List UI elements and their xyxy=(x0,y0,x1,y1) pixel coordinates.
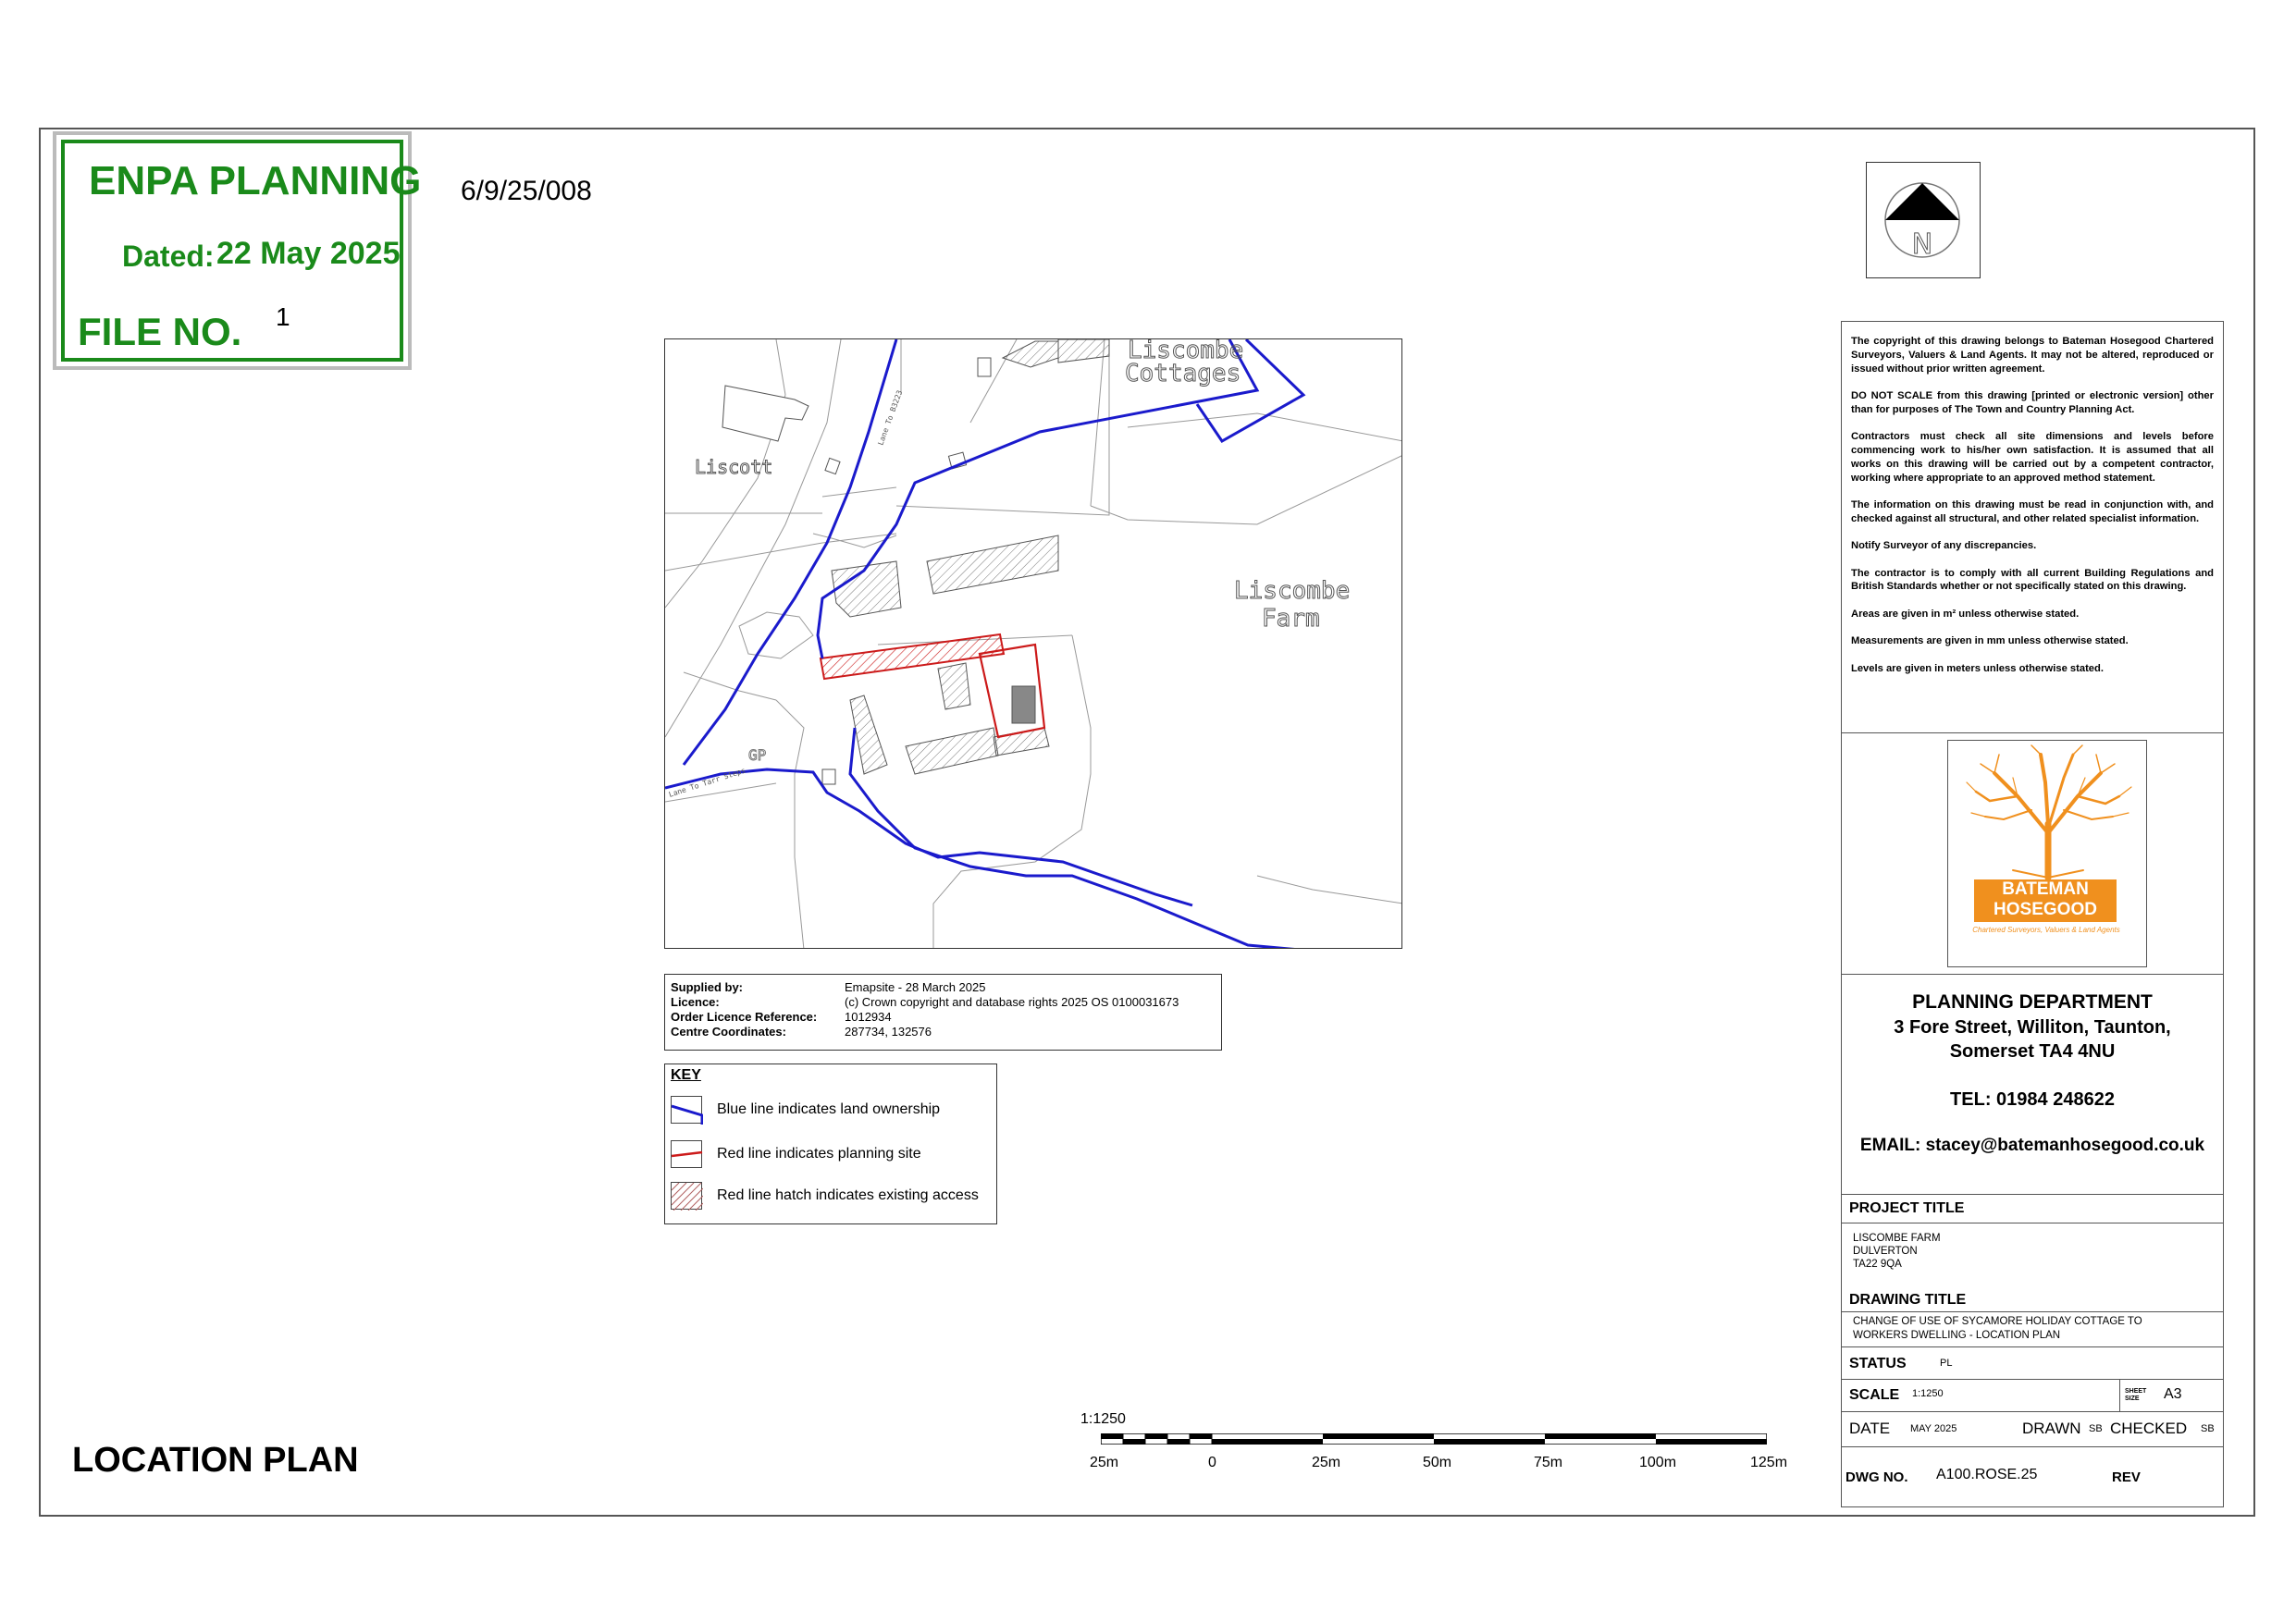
stamp-file-label: FILE NO. xyxy=(78,310,242,353)
note-do-not-scale: DO NOT SCALE from this drawing [printed or electronic version] other than for purposes of The Town and Country Planning Act. xyxy=(1851,389,2214,415)
location-map xyxy=(664,338,1402,949)
project-title-label: PROJECT TITLE xyxy=(1849,1200,1965,1216)
dwg-no-value: A100.ROSE.25 xyxy=(1936,1467,2038,1482)
centre-coordinates-label: Centre Coordinates: xyxy=(671,1025,786,1039)
planning-stamp xyxy=(53,131,422,370)
rev-label: REV xyxy=(2112,1469,2141,1485)
hatch-swatch xyxy=(671,1182,702,1210)
drawing-title-line-1: CHANGE OF USE OF SYCAMORE HOLIDAY COTTAGE TO xyxy=(1853,1316,2142,1327)
map-label-liscombe-farm-2: Farm xyxy=(1262,605,1320,633)
key-text-planning-site: Red line indicates planning site xyxy=(717,1146,921,1162)
divider xyxy=(1842,1446,2223,1447)
drawing-title-label: DRAWING TITLE xyxy=(1849,1292,1967,1308)
project-line-1: LISCOMBE FARM xyxy=(1853,1233,1941,1244)
scalebar xyxy=(1101,1433,1767,1445)
map-label-liscombe-cottages-2: Cottages xyxy=(1125,360,1241,387)
logo-tagline: Chartered Surveyors, Valuers & Land Agents xyxy=(1972,926,2120,934)
map-key xyxy=(664,1064,997,1224)
divider xyxy=(2119,1379,2120,1411)
date-label: DATE xyxy=(1849,1420,1891,1437)
dept-address-2: Somerset TA4 4NU xyxy=(1949,1041,2116,1062)
project-line-3: TA22 9QA xyxy=(1853,1259,1902,1270)
note-regulations: The contractor is to comply with all current Building Regulations and British Standards whether or not specifically stated on this drawing. xyxy=(1851,567,2214,593)
scalebar-tick-25: 25m xyxy=(1312,1455,1341,1470)
north-arrow-icon xyxy=(1867,163,1981,279)
sheet-size-value: A3 xyxy=(2164,1386,2182,1402)
note-information: The information on this drawing must be read in conjunction with, and checked against all structural, and other related specialist information. xyxy=(1851,498,2214,524)
red-line-swatch xyxy=(671,1140,702,1168)
stamp-title: ENPA PLANNING xyxy=(89,158,422,203)
divider xyxy=(1842,974,2223,975)
licence-label: Licence: xyxy=(671,995,720,1009)
drawn-value: SB xyxy=(2089,1423,2103,1434)
divider xyxy=(1842,1379,2223,1380)
stamp-file-number: 1 xyxy=(276,302,290,331)
logo-line-2: HOSEGOOD xyxy=(1994,900,2097,919)
sheet-size-label: SHEET SIZE xyxy=(2125,1388,2147,1402)
stamp-dated-value: 22 May 2025 xyxy=(216,236,401,271)
stamp-dated-label: Dated: xyxy=(122,240,215,273)
status-label: STATUS xyxy=(1849,1356,1907,1371)
supply-info-box xyxy=(664,974,1222,1051)
order-licence-value: 1012934 xyxy=(845,1010,892,1024)
note-levels: Levels are given in meters unless otherwise stated. xyxy=(1851,662,2104,674)
note-areas: Areas are given in m² unless otherwise stated. xyxy=(1851,608,2080,620)
scalebar-label: 1:1250 xyxy=(1080,1411,1126,1427)
north-label: N xyxy=(1911,228,1933,261)
drawn-label: DRAWN xyxy=(2022,1420,2081,1437)
project-line-2: DULVERTON xyxy=(1853,1246,1918,1257)
location-plan-heading: LOCATION PLAN xyxy=(72,1441,359,1480)
note-contractors: Contractors must check all site dimensions and levels before commencing work to his/her own satisfaction. It is assumed that all works on this drawing will be carried out by a competent contractor, working where appropriate to an approved method statement. xyxy=(1851,431,2214,484)
map-label-liscombe-cottages-1: Liscombe xyxy=(1128,339,1244,364)
scalebar-tick-125: 125m xyxy=(1750,1455,1788,1470)
note-copyright: The copyright of this drawing belongs to Bateman Hosegood Chartered Surveyors, Valuers & Land Agents. It may not be altered, reproduced or issued without prior written agreement. xyxy=(1851,336,2214,375)
status-value: PL xyxy=(1940,1358,1953,1369)
drawing-notes xyxy=(1851,335,2214,689)
divider xyxy=(1842,732,2223,733)
scale-value: 1:1250 xyxy=(1912,1388,1944,1399)
order-licence-label: Order Licence Reference: xyxy=(671,1010,818,1024)
map-label-road-b3223: Lane To B3223 xyxy=(876,388,905,447)
map-drawing xyxy=(665,339,1402,949)
supplied-by-label: Supplied by: xyxy=(671,980,743,994)
scalebar-tick-0: 0 xyxy=(1208,1455,1216,1470)
tree-icon xyxy=(1948,741,2148,879)
dept-address-1: 3 Fore Street, Williton, Taunton, xyxy=(1894,1017,2171,1038)
company-logo xyxy=(1947,740,2147,967)
map-label-gp: GP xyxy=(748,746,767,764)
key-title: KEY xyxy=(671,1067,701,1083)
divider xyxy=(1842,1311,2223,1312)
dept-tel: TEL: 01984 248622 xyxy=(1950,1089,2115,1110)
dept-name: PLANNING DEPARTMENT xyxy=(1912,991,2153,1013)
date-value: MAY 2025 xyxy=(1910,1423,1957,1434)
title-block xyxy=(1841,321,2224,1507)
licence-value: (c) Crown copyright and database rights 2025 OS 0100031673 xyxy=(845,995,1179,1009)
stamp-inner-border xyxy=(61,140,422,362)
scalebar-tick-100: 100m xyxy=(1639,1455,1677,1470)
key-text-ownership: Blue line indicates land ownership xyxy=(717,1101,941,1117)
divider xyxy=(1842,1411,2223,1412)
scale-label: SCALE xyxy=(1849,1387,1900,1403)
dept-email: EMAIL: stacey@batemanhosegood.co.uk xyxy=(1859,1136,2205,1155)
scalebar-tick-75: 75m xyxy=(1534,1455,1563,1470)
divider xyxy=(1842,1346,2223,1347)
centre-coordinates-value: 287734, 132576 xyxy=(845,1025,932,1039)
map-label-liscott: Liscott xyxy=(695,456,773,478)
scalebar-tick-50: 50m xyxy=(1423,1455,1452,1470)
key-text-existing-access: Red line hatch indicates existing access xyxy=(717,1187,979,1203)
logo-line-1: BATEMAN xyxy=(2002,879,2089,899)
note-notify: Notify Surveyor of any discrepancies. xyxy=(1851,540,2037,552)
checked-value: SB xyxy=(2201,1423,2215,1434)
checked-label: CHECKED xyxy=(2110,1420,2188,1437)
blue-line-swatch xyxy=(671,1096,702,1124)
note-measurements: Measurements are given in mm unless otherwise stated. xyxy=(1851,635,2129,647)
scalebar-tick-minus25: 25m xyxy=(1090,1455,1119,1470)
north-arrow-box xyxy=(1866,162,1981,278)
supplied-by-value: Emapsite - 28 March 2025 xyxy=(845,980,986,994)
planning-reference: 6/9/25/008 xyxy=(461,176,592,206)
dwg-no-label: DWG NO. xyxy=(1845,1469,1908,1485)
map-label-road-tarr-steps: Lane To Tarr Steps xyxy=(667,766,747,799)
drawing-title-line-2: WORKERS DWELLING - LOCATION PLAN xyxy=(1853,1330,2061,1341)
map-label-liscombe-farm-1: Liscombe xyxy=(1234,577,1351,605)
divider xyxy=(1842,1194,2223,1195)
logo-wordmark xyxy=(1974,879,2117,922)
